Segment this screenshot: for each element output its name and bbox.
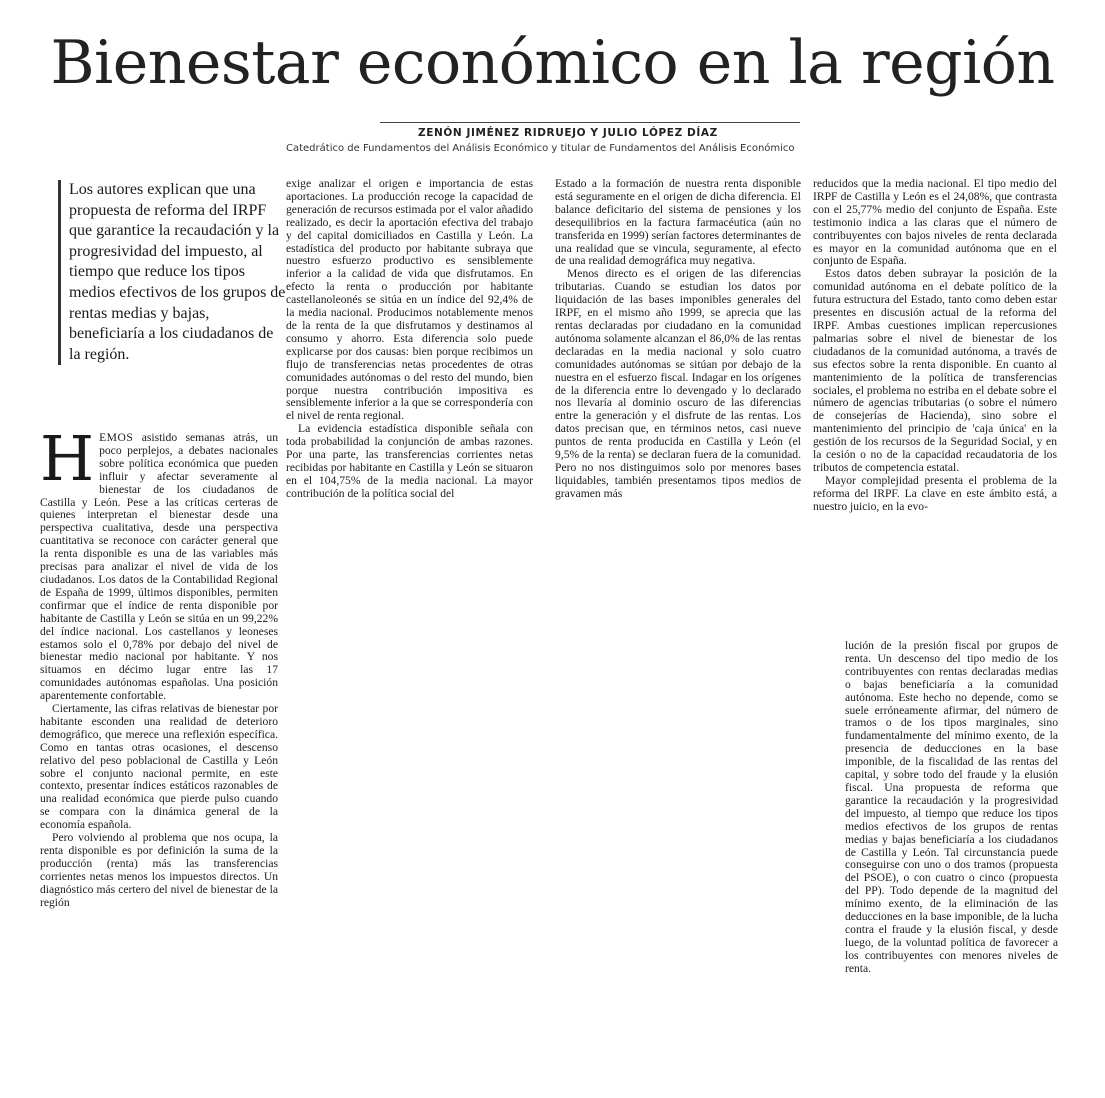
column-3 [555, 178, 801, 501]
lead-caps: EMOS [99, 431, 134, 444]
dropcap: H [40, 422, 95, 495]
column-4-continuation [845, 640, 1058, 976]
paragraph: lución de la presión fiscal por grupos de renta. Un descenso del tipo medio de los contribuyentes con rentas declaradas medias o bajas beneficiaría a la comunidad autónoma. Este hecho no depende, como se suele erróneamente afirmar, del número de tramos o de los tipos marginales, sino fundamentalmente del mínimo exento, de la presencia de deducciones en la base imponible, de la fiscalidad de las rentas del capital, y sobre todo del fraude y la elusión fiscal. Una propuesta de reforma que garantice la recaudación y la progresividad del impuesto, al tiempo que reduce los tipos medios efectivos de los grupos de rentas medias y bajas beneficiaría a los ciudadanos de Castilla y León. Tal circunstancia puede conseguirse con uno o dos tramos (propuesta del PSOE), o con cuatro o cinco (propuesta del PP). Todo depende de la magnitud del mínimo exento, de la eliminación de las deducciones en la base imponible, de la lucha contra el fraude y la elusión fiscal, y desde luego, de la voluntad política de favorecer a los contribuyentes con menores niveles de renta. [845, 639, 1058, 975]
paragraph: La evidencia estadística disponible señala con toda probabilidad la conjunción de ambas razones. Por una parte, las transferencias corrientes netas recibidas por habitante en Castilla y León se situaron en el 104,75% de la media nacional. La mayor contribución de la política social del [286, 422, 533, 500]
paragraph: Mayor complejidad presenta el problema de la reforma del IRPF. La clave en este ámbito está, a nuestro juicio, en la evo- [813, 473, 1057, 513]
paragraph: Estos datos deben subrayar la posición de la comunidad autónoma en el debate político de la futura estructura del Estado, tanto como deben estar presentes en discusión actual de la reforma del IRPF. Ambas cuestiones implican repercusiones palmarias sobre el nivel de bienestar de los ciudadanos de la comunidad autónoma, a través de sus efectos sobre la renta disponible. En cuanto al mantenimiento de la política de transferencias sociales, el problema no estriba en el debate sobre el número de agencias tributarias (o sobre el número de consejerías de Hacienda), sino sobre el mantenimiento del principio de 'caja única' en la gestión de los recursos de la Seguridad Social, y en la cesión o no de la capacidad recaudatoria de los tributos de competencia estatal. [813, 267, 1057, 474]
paragraph [40, 422, 278, 703]
column-1 [40, 422, 278, 910]
paragraph: exige analizar el origen e importancia de estas aportaciones. La producción recoge la capacidad de generación de recursos estimada por el valor añadido realizado, es decir la aportación efectiva del trabajo y del capital domiciliados en Castilla y León. La estadística del producto por habitante subraya que nuestro esfuerzo productivo es sensiblemente inferior a la calidad de vida que disfrutamos. En efecto la renta o producción por habitante castellanoleonés se sitúa en un índice del 92,4% de la media nacional. Producimos notablemente menos de la renta de la que disfrutamos y destinamos al consumo y ahorro. Esta diferencia solo puede explicarse por dos causas: bien porque recibimos un flujo de transferencias netas procedentes de otras comunidades autónomas o del resto del mundo, bien porque nuestra contribución impositiva es sensiblemente inferior a la que se correspondería con el nivel de renta regional. [286, 177, 533, 423]
authors: ZENÓN JIMÉNEZ RIDRUEJO Y JULIO LÓPEZ DÍAZ [418, 127, 718, 139]
paragraph: reducidos que la media nacional. El tipo medio del IRPF de Castilla y León es el 24,08%, que contrasta con el 25,77% medio del conjunto de España. Este testimonio indica a las claras que el número de contribuyentes con bajos niveles de renta declarada es mayor en la comunidad autónoma que en el conjunto de España. [813, 177, 1057, 268]
paragraph: Estado a la formación de nuestra renta disponible está seguramente en el origen de dicha diferencia. El balance deficitario del sistema de pensiones y los desequilibrios en la factura farmacéutica (aún no transferida en 1999) serían factores determinantes de una realidad que se vincula, seguramente, al efecto de una realidad demográfica muy negativa. [555, 177, 801, 268]
paragraph: Pero volviendo al problema que nos ocupa, la renta disponible es por definición la suma de la producción (renta) más las transferencias corrientes netas menos los impuestos directos. Un diagnóstico más certero del nivel de bienestar de la región [40, 831, 278, 909]
paragraph-text: asistido semanas atrás, un poco perplejos, a debates nacionales sobre política económica que pueden influir y afectar severamente al bienestar de los ciudadanos de Castilla y León. Pese a las críticas certeras de quienes interpretan el bienestar desde una perspectiva cualitativa, desde una perspectiva cuantitativa se reconoce con carácter general que la renta disponible es una de las variables más precisas para analizar el nivel de vida de los ciudadanos. Los datos de la Contabilidad Regional de España de 1999, últimos disponibles, permiten confirmar que el índice de renta disponible por habitante de Castilla y León se sitúa en un 99,22% del índice nacional. Los castellanos y leoneses estamos solo el 0,78% por debajo del nivel de bienestar medio nacional por habitante. Y nos situamos en décimo lugar entre las 17 comunidades autónomas españolas. Una posición aparentemente confortable. [40, 431, 278, 703]
column-2 [286, 178, 533, 501]
affiliation: Catedrático de Fundamentos del Análisis Económico y titular de Fundamentos del Análisis Económico [286, 143, 795, 154]
byline [380, 122, 800, 139]
headline: Bienestar económico en la región [50, 28, 1055, 98]
summary-lead: Los autores explican que una propuesta de reforma del IRPF que garantice la recaudación y la progresividad del impuesto, al tiempo que reduce los tipos medios efectivos de los grupos de rentas medias y bajas, beneficiaría a los ciudadanos de la región. [58, 180, 287, 365]
paragraph: Ciertamente, las cifras relativas de bienestar por habitante esconden una realidad de deterioro demográfico, que merece una reflexión específica. Como en tantas otras ocasiones, el descenso relativo del peso poblacional de Castilla y León sobre el conjunto nacional permite, en este contexto, presentar índices estáticos razonables de una realidad económica que pierde pulso cuando se compara con la dinámica general de la economía española. [40, 702, 278, 832]
column-4 [813, 178, 1057, 514]
paragraph: Menos directo es el origen de las diferencias tributarias. Cuando se estudian los datos por liquidación de las bases imponibles generales del IRPF, en el mismo año 1999, se aprecia que las rentas declaradas por ciudadano en la comunidad autónoma solamente alcanzan el 86,0% de las rentas declaradas en la media nacional y solo cuatro comunidades autónomas se sitúan por debajo de la nuestra en el esfuerzo fiscal. Indagar en los orígenes de la diferencia entre lo devengado y lo declarado nos llevaría al dominio oscuro de las diferencias entre la generación y el disfrute de las rentas. Los datos precisan que, en términos netos, casi nueve puntos de renta producida en Castilla y León (el 9,5% de la renta) se declaran fuera de la comunidad. Pero no nos distinguimos solo por menores bases liquidables, también presentamos tipos medios de gravamen más [555, 267, 801, 500]
